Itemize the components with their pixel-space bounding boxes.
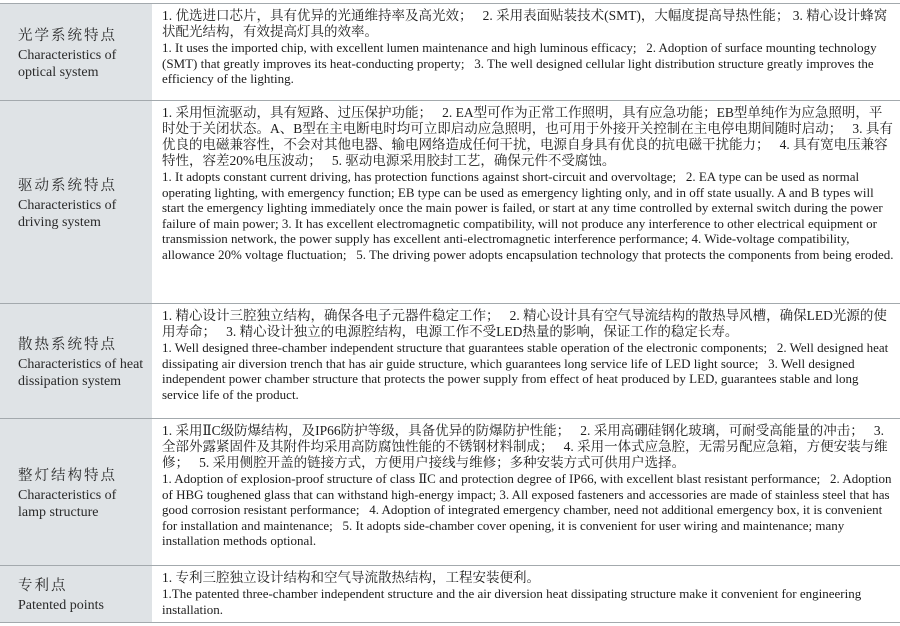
row-content-en: 1. It adopts constant current driving, has protection functions against short-circuit and overvoltage; 2. EA type can be used as normal operating lighting, with emergency function; EB type can be used as emergency lighting only, and in off state usually. A and B types will start the emergency lighting immediately once the main power is failed, or start at any time controlled by external switch during the power failure of main power; 3. It has excellent electromagnetic compatibility, will not produce any interference to other electrical equipment or transmission network, the power supply has excellent anti-electromagnetic interference performance; 4. Wide-voltage compatibility, allowance 20% voltage fluctuation; 5. The driving power adopts encapsulation technology that protects the components from being eroded. [162,169,894,262]
row-content-en: 1.The patented three-chamber independent structure and the air diversion heat dissipating structure make it convenient for engineering installation. [162,586,865,617]
row-content-en: 1. It uses the imported chip, with excellent lumen maintenance and high luminous efficacy; 2. Adoption of surface mounting technology (SMT) that greatly improves its heat-conducting property; 3. The well designed cellular light distribution structure greatly improves the efficiency of the lighting. [162,40,880,86]
table-row-optical-system [0,3,900,100]
row-content-en: 1. Adoption of explosion-proof structure of class ⅡC and protection degree of IP66, with excellent blast resistant performance; 2. Adoption of HBG toughened glass that can withstand high-energy impact; 3. All exposed fasteners and accessories are made of stainless steel that has good corrosion resistant performance; 4. Adoption of integrated emergency chamber, need not additional emergency box, it is convenient for installation and maintenance; 5. It adopts side-chamber cover opening, it is convenient for user wiring and maintenance; many installation methods optional. [162,471,895,548]
table-row-lamp-structure [0,418,900,565]
row-label-zh: 光学系统特点 [18,27,117,44]
row-label-en: Patented points [18,598,104,613]
row-label-cell [0,419,152,565]
row-label-en: Characteristics of lamp structure [18,487,117,520]
row-content-cell [152,566,900,622]
row-label-cell [0,4,152,100]
row-content-zh: 1. 精心设计三腔独立结构，确保各电子元器件稳定工作； 2. 精心设计具有空气导流结构的散热导风槽，确保LED光源的使用寿命； 3. 精心设计独立的电源腔结构，电源工作不受LED热量的影响，保证工作的稳定长寿。 [162,308,887,339]
row-content-en: 1. Well designed three-chamber independent structure that guarantees stable operation of the electronic components; 2. Well designed heat dissipating air diversion trench that has air guide structure, which guarantees long service life of LED light source; 3. Well designed independent power chamber structure that protects the power supply from effect of heat produced by LED, guarantees stable and long service life of the product. [162,340,892,402]
row-label-en: Characteristics of optical system [18,47,117,80]
row-content-zh: 1. 专利三腔独立设计结构和空气导流散热结构，工程安装便利。 [162,570,540,585]
row-label-cell [0,566,152,622]
row-label-cell [0,101,152,303]
table-row-patented-points [0,565,900,623]
row-content-zh: 1. 采用恒流驱动，具有短路、过压保护功能； 2. EA型可作为正常工作照明，具有应急功能；EB型单纯作为应急照明，平时处于关闭状态。A、B型在主电断电时均可立即启动应急照明，也可用于外接开关控制在主电停电期间随时启动； 3. 具有优良的电磁兼容性，不会对其他电器、输电网络造成任何干扰，电源自身具有优良的抗电磁干扰能力； 4. 具有宽电压兼容特性，容差20%电压波动； 5. 驱动电源采用胶封工艺，确保元件不受腐蚀。 [162,105,893,168]
row-label-zh: 整灯结构特点 [18,467,117,484]
row-content-cell [152,419,900,565]
row-content-cell [152,101,900,303]
row-content-cell [152,4,900,100]
row-content-zh: 1. 采用ⅡC级防爆结构，及IP66防护等级，具备优异的防爆防护性能； 2. 采用高硼硅钢化玻璃，可耐受高能量的冲击； 3. 全部外露紧固件及其附件均采用高防腐蚀性能的不锈钢材料制成； 4. 采用一体式应急腔，无需另配应急箱，方便安装与维修； 5. 采用侧腔开盖的链接方式，方便用户接线与维修；多种安装方式可供用户选择。 [162,423,888,470]
row-content-zh: 1. 优选进口芯片，具有优异的光通维持率及高光效； 2. 采用表面贴装技术(SMT)，大幅度提高导热性能； 3. 精心设计蜂窝状配光结构，有效提高灯具的效率。 [162,8,888,39]
row-label-zh: 散热系统特点 [18,336,117,353]
row-label-en: Characteristics of driving system [18,197,117,230]
row-label-cell [0,304,152,418]
row-content-cell [152,304,900,418]
row-label-en: Characteristics of heat dissipation system [18,356,144,389]
table-row-driving-system [0,100,900,303]
row-label-zh: 专利点 [18,578,68,594]
row-label-zh: 驱动系统特点 [18,177,117,194]
table-row-heat-dissipation [0,303,900,418]
